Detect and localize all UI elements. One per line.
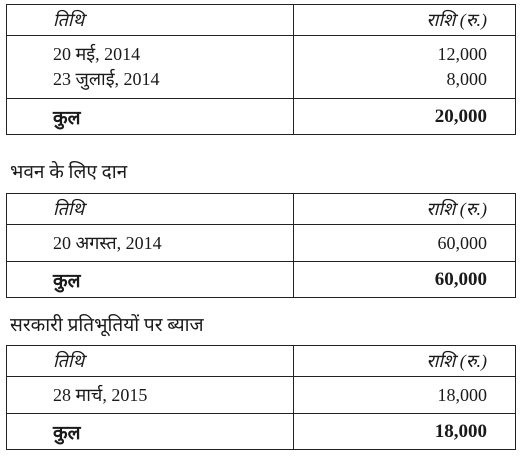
total-label: कुल — [7, 414, 294, 450]
total-label: कुल — [7, 262, 294, 298]
table-section-2 — [6, 193, 516, 298]
amount-column-header: राशि (रु.) — [294, 346, 516, 377]
table-header-row — [7, 5, 516, 36]
section-heading: भवन के लिए दान — [10, 162, 128, 183]
amount-column-header: राशि (रु.) — [294, 194, 516, 225]
entry-date: 20 मई, 2014 — [53, 44, 141, 64]
date-column-header: तिथि — [7, 346, 294, 377]
date-column-header: तिथि — [7, 194, 294, 225]
entry-amount: 60,000 — [294, 225, 516, 262]
table-header-row — [7, 194, 516, 225]
entry-amount: 8,000 — [446, 69, 487, 89]
table-section-3 — [6, 345, 516, 450]
date-column-header: तिथि — [7, 5, 294, 36]
date-cell — [7, 36, 294, 99]
amount-column-header: राशि (रु.) — [294, 5, 516, 36]
total-row — [7, 262, 516, 298]
section-heading: सरकारी प्रतिभूतियों पर ब्याज — [10, 315, 204, 336]
total-amount: 18,000 — [294, 414, 516, 450]
entry-amount: 18,000 — [294, 377, 516, 414]
total-label: कुल — [7, 99, 294, 135]
table-header-row — [7, 346, 516, 377]
table-body-row — [7, 225, 516, 262]
total-row — [7, 99, 516, 135]
entry-amount: 12,000 — [437, 44, 487, 64]
table-body-row — [7, 377, 516, 414]
table-section-1 — [6, 4, 516, 135]
total-amount: 60,000 — [294, 262, 516, 298]
amount-cell — [294, 36, 516, 99]
total-row — [7, 414, 516, 450]
table-body-row — [7, 36, 516, 99]
total-amount: 20,000 — [294, 99, 516, 135]
entry-date: 23 जुलाई, 2014 — [53, 69, 160, 89]
entry-date: 28 मार्च, 2015 — [7, 377, 294, 414]
entry-date: 20 अगस्त, 2014 — [7, 225, 294, 262]
